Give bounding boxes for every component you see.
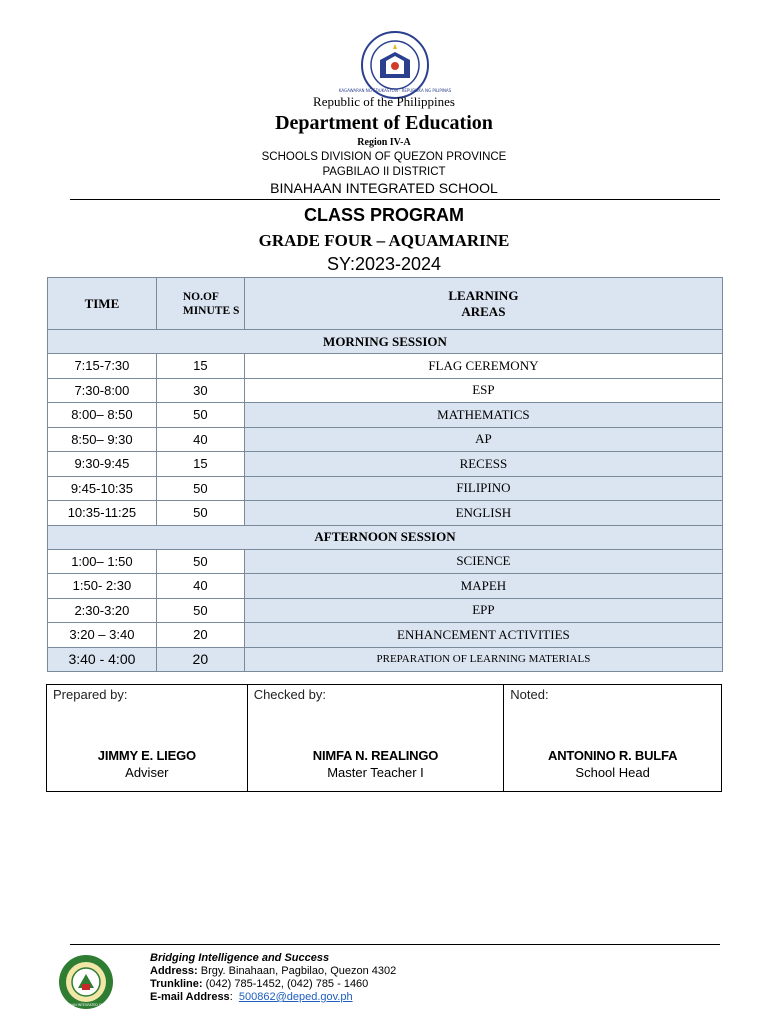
- minutes-cell: 50: [156, 476, 244, 501]
- minutes-cell: 15: [156, 354, 244, 379]
- table-row: [48, 378, 723, 403]
- area-cell: MATHEMATICS: [244, 403, 722, 428]
- grade-section-title: GRADE FOUR – AQUAMARINE: [258, 231, 510, 250]
- footer-email: E-mail Address: 500862@deped.gov.ph: [150, 991, 353, 1003]
- minutes-cell: 50: [156, 501, 244, 526]
- school-year: SY:2023-2024: [326, 254, 442, 274]
- time-cell: 3:20 – 3:40: [48, 623, 157, 648]
- area-cell: AP: [244, 427, 722, 452]
- trunkline-value: (042) 785-1452, (042) 785 - 1460: [205, 978, 369, 990]
- table-row: [48, 549, 723, 574]
- minutes-cell: 50: [156, 549, 244, 574]
- minutes-cell: 15: [156, 452, 244, 477]
- time-cell: 3:40 - 4:00: [48, 647, 157, 672]
- trunkline-label: Trunkline:: [150, 978, 203, 990]
- minutes-cell: 50: [156, 598, 244, 623]
- checked-by-title: Master Teacher I: [327, 765, 424, 780]
- table-row: [48, 476, 723, 501]
- checked-by-cell: [247, 685, 504, 792]
- time-cell: 10:35-11:25: [48, 501, 157, 526]
- header-minutes: NO.OF MINUTE S: [156, 278, 244, 330]
- prepared-by-label: Prepared by:: [53, 687, 128, 702]
- noted-by-title: School Head: [575, 765, 650, 780]
- address-label: Address:: [150, 965, 198, 977]
- checked-by-label: Checked by:: [253, 687, 326, 702]
- area-cell: FLAG CEREMONY: [244, 354, 722, 379]
- area-cell: ESP: [244, 378, 722, 403]
- area-cell: EPP: [244, 598, 722, 623]
- table-row: [48, 647, 723, 672]
- deped-seal-logo: [338, 30, 452, 100]
- afternoon-session-label: AFTERNOON SESSION: [48, 525, 723, 549]
- minutes-cell: 50: [156, 403, 244, 428]
- time-cell: 1:00– 1:50: [48, 549, 157, 574]
- noted-by-name: ANTONINO R. BULFA: [548, 748, 678, 763]
- table-row: [48, 452, 723, 477]
- region-line: Region IV-A: [357, 137, 411, 148]
- area-cell: FILIPINO: [244, 476, 722, 501]
- prepared-by-name: JIMMY E. LIEGO: [97, 748, 196, 763]
- republic-line: Republic of the Philippines: [313, 94, 455, 109]
- department-title: Department of Education: [275, 112, 493, 134]
- footer-trunkline: [150, 978, 368, 990]
- school-name: BINAHAAN INTEGRATED SCHOOL: [270, 180, 498, 196]
- minutes-cell: 40: [156, 427, 244, 452]
- prepared-by-title: Adviser: [125, 765, 169, 780]
- minutes-cell: 20: [156, 623, 244, 648]
- minutes-cell: 20: [156, 647, 244, 672]
- table-row: [48, 354, 723, 379]
- morning-session-row: [48, 330, 723, 354]
- time-cell: 2:30-3:20: [48, 598, 157, 623]
- time-cell: 8:00– 8:50: [48, 403, 157, 428]
- table-row: [48, 427, 723, 452]
- area-cell: PREPARATION OF LEARNING MATERIALS: [244, 647, 722, 672]
- checked-by-name: NIMFA N. REALINGO: [312, 748, 439, 763]
- email-label: E-mail Address: [150, 991, 230, 1003]
- class-program-title: CLASS PROGRAM: [303, 205, 464, 225]
- time-cell: 9:45-10:35: [48, 476, 157, 501]
- table-row: [48, 598, 723, 623]
- table-row: [48, 501, 723, 526]
- email-link[interactable]: 500862@deped.gov.ph: [238, 991, 353, 1003]
- table-row: [48, 403, 723, 428]
- minutes-cell: 30: [156, 378, 244, 403]
- noted-by-label: Noted:: [510, 687, 549, 702]
- table-header-row: [48, 278, 723, 330]
- area-cell: SCIENCE: [244, 549, 722, 574]
- time-cell: 9:30-9:45: [48, 452, 157, 477]
- morning-session-label: MORNING SESSION: [48, 330, 723, 354]
- area-cell: MAPEH: [244, 574, 722, 599]
- header-time: TIME: [48, 278, 157, 330]
- time-cell: 7:15-7:30: [48, 354, 157, 379]
- prepared-by-cell: [47, 685, 248, 792]
- afternoon-session-row: [48, 525, 723, 549]
- time-cell: 1:50- 2:30: [48, 574, 157, 599]
- header-areas-line1: LEARNING: [448, 287, 519, 303]
- district-line: PAGBILAO II DISTRICT: [322, 166, 446, 178]
- table-row: [48, 574, 723, 599]
- table-row: [48, 623, 723, 648]
- seal-text: KAGAWARAN NG EDUKASYON · REPUBLIKA NG PILIPINAS: [338, 88, 452, 93]
- school-motto: Bridging Intelligence and Success: [150, 952, 330, 964]
- header-divider: [70, 199, 720, 200]
- footer-address: [150, 965, 396, 977]
- minutes-cell: 40: [156, 574, 244, 599]
- division-line: SCHOOLS DIVISION OF QUEZON PROVINCE: [261, 151, 507, 163]
- time-cell: 8:50– 9:30: [48, 427, 157, 452]
- address-value: Brgy. Binahaan, Pagbilao, Quezon 4302: [200, 965, 397, 977]
- area-cell: ENHANCEMENT ACTIVITIES: [244, 623, 722, 648]
- area-cell: ENGLISH: [244, 501, 722, 526]
- footer-divider: [70, 944, 720, 945]
- class-schedule-table: [47, 277, 723, 672]
- header-learning-areas: [244, 278, 722, 330]
- school-logo: [58, 954, 114, 1010]
- area-cell: RECESS: [244, 452, 722, 477]
- time-cell: 7:30-8:00: [48, 378, 157, 403]
- school-logo-text: BINAHAAN INTEGRATED SCHOOL: [59, 1003, 113, 1007]
- header-areas-line2: AREAS: [461, 303, 506, 319]
- signature-table: [46, 684, 722, 792]
- noted-by-cell: [504, 685, 722, 792]
